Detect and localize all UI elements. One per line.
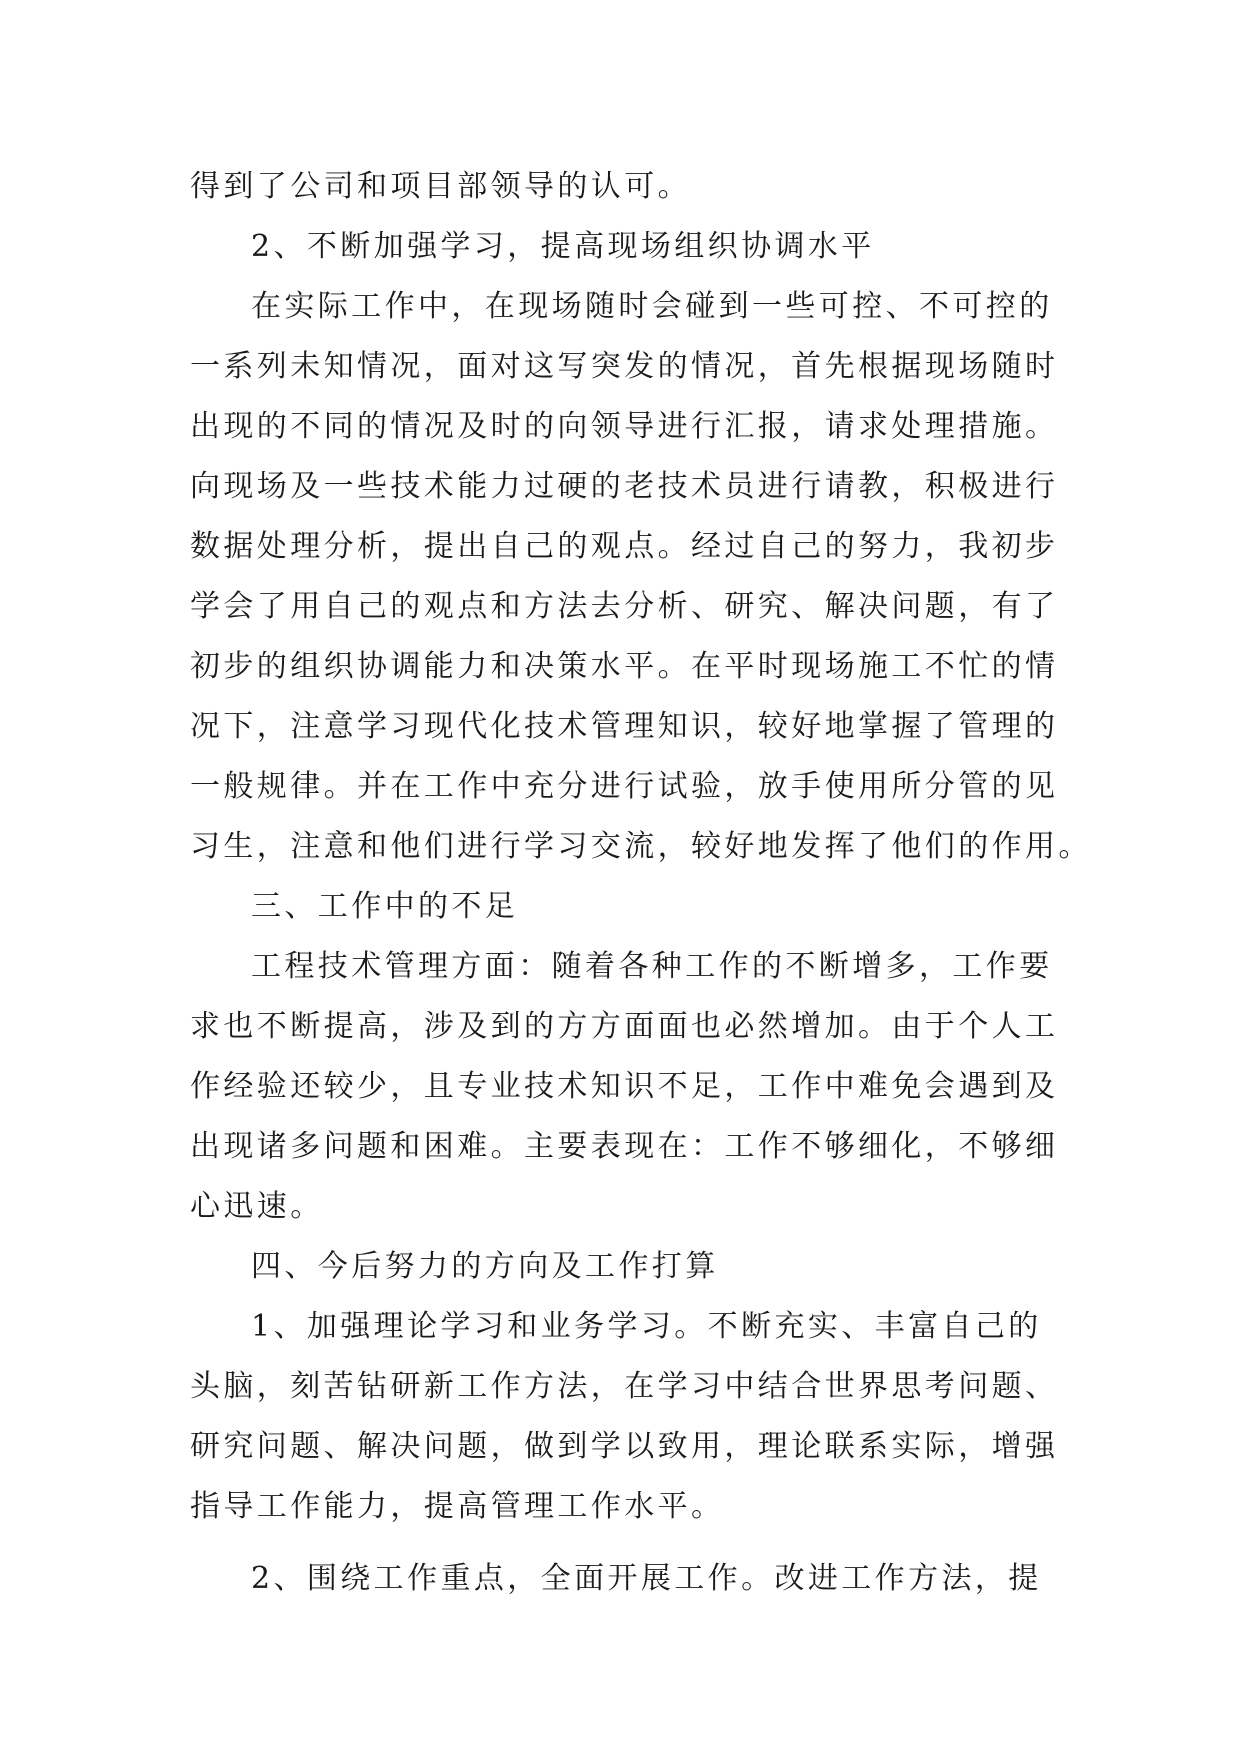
- section-heading: 四、今后努力的方向及工作打算: [251, 1249, 719, 1284]
- paragraph-line: 求也不断提高，涉及到的方方面面也必然增加。由于个人工: [190, 1009, 1059, 1044]
- paragraph-line: 一系列未知情况，面对这写突发的情况，首先根据现场随时: [190, 349, 1059, 384]
- section-heading: 三、工作中的不足: [251, 889, 519, 924]
- paragraph-line: 作经验还较少，且专业技术知识不足，工作中难免会遇到及: [190, 1069, 1059, 1104]
- document-body: [190, 157, 1092, 1609]
- paragraph-line: 向现场及一些技术能力过硬的老技术员进行请教，积极进行: [190, 469, 1059, 504]
- paragraph-line: 得到了公司和项目部领导的认可。: [190, 169, 691, 204]
- paragraph-line: 头脑，刻苦钻研新工作方法，在学习中结合世界思考问题、: [190, 1369, 1059, 1404]
- paragraph-line: 初步的组织协调能力和决策水平。在平时现场施工不忙的情: [190, 649, 1059, 684]
- paragraph-line: 在实际工作中，在现场随时会碰到一些可控、不可控的: [251, 289, 1053, 324]
- paragraph-line: 数据处理分析，提出自己的观点。经过自己的努力，我初步: [190, 529, 1059, 564]
- paragraph-line: 出现诸多问题和困难。主要表现在：工作不够细化，不够细: [190, 1129, 1059, 1164]
- paragraph-line: 一般规律。并在工作中充分进行试验，放手使用所分管的见: [190, 769, 1059, 804]
- paragraph-line: 2、围绕工作重点，全面开展工作。改进工作方法，提: [251, 1561, 1042, 1596]
- paragraph-line: 指导工作能力，提高管理工作水平。: [190, 1489, 725, 1524]
- paragraph-line: 心迅速。: [190, 1189, 324, 1224]
- paragraph-line: 学会了用自己的观点和方法去分析、研究、解决问题，有了: [190, 589, 1059, 624]
- section-heading: 2、不断加强学习，提高现场组织协调水平: [251, 229, 875, 264]
- paragraph-line: 1、加强理论学习和业务学习。不断充实、丰富自己的: [251, 1309, 1042, 1344]
- paragraph-line: 工程技术管理方面：随着各种工作的不断增多，工作要: [251, 949, 1053, 984]
- paragraph-line: 研究问题、解决问题，做到学以致用，理论联系实际，增强: [190, 1429, 1059, 1464]
- paragraph-line: 习生，注意和他们进行学习交流，较好地发挥了他们的作用。: [190, 829, 1092, 864]
- paragraph-line: 况下，注意学习现代化技术管理知识，较好地掌握了管理的: [190, 709, 1059, 744]
- paragraph-line: 出现的不同的情况及时的向领导进行汇报，请求处理措施。: [190, 409, 1059, 444]
